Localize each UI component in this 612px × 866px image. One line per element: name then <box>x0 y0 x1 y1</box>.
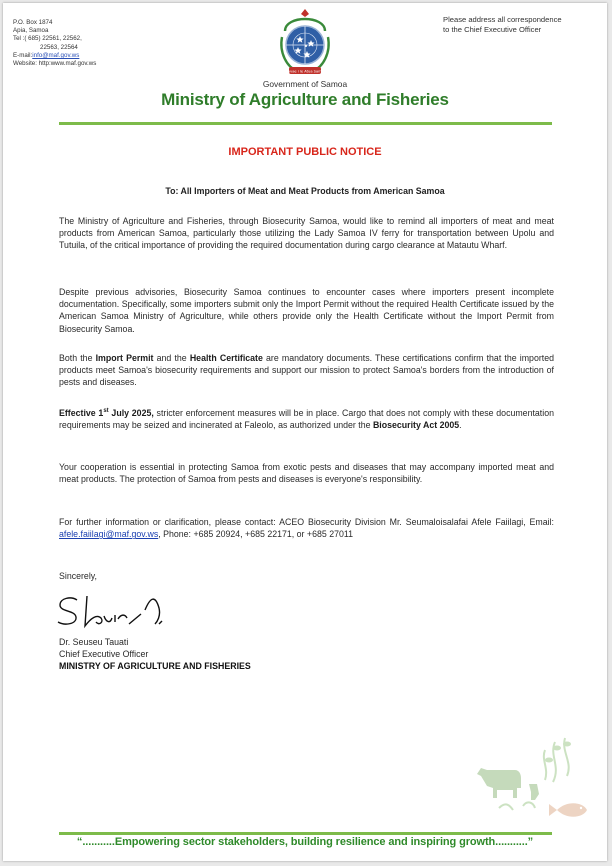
correspondence-line: to the Chief Executive Officer <box>443 24 542 34</box>
samoa-crest-icon <box>273 7 337 79</box>
signatory-name: Dr. Seuseu Tauati <box>59 637 129 647</box>
salutation: Sincerely, <box>59 571 97 581</box>
paragraph-4: Effective 1st July 2025, stricter enforcement measures will be in place. Cargo that does not comply with these documentation requirements may be seized and incinerated at Faleolo, as authorized under the Biosecurity Act 2005. <box>59 408 554 431</box>
header-divider <box>59 122 552 125</box>
website-line: Website: http:www.maf.gov.ws <box>13 60 97 68</box>
contact-email-link[interactable]: afele.faiilagi@maf.gov.ws <box>59 529 159 540</box>
address-block <box>13 19 96 68</box>
signatory-organisation: MINISTRY OF AGRICULTURE AND FISHERIES <box>59 661 251 671</box>
address-line: Apia, Samoa <box>13 27 49 35</box>
paragraph-1: The Ministry of Agriculture and Fisheries, through Biosecurity Samoa, would like to remind all importers of meat and meat products from American Samoa, particularly those utilizing the Lady Samoa IV ferry for transportation between Upolu and Tutuila, of the critical importance of providing the required documentation during cargo clearance at Matautu Wharf. <box>59 216 554 251</box>
paragraph-2: Despite previous advisories, Biosecurity Samoa continues to encounter cases where importers present incomplete documentation. Specifically, some importers submit only the Import Permit without the required Health Certificate issued by the American Samoa Ministry of Agriculture, while others provide only the Health Certificate without the Import Permit from Biosecurity Samoa. <box>59 287 554 334</box>
footer-slogan: “...........Empowering sector stakeholders, building resilience and inspiring growth...........” <box>76 836 534 848</box>
ministry-heading: Ministry of Agriculture and Fisheries <box>161 90 449 109</box>
government-heading: Government of Samoa <box>262 79 348 89</box>
email-link[interactable]: info@maf.gov.ws <box>32 51 80 59</box>
agriculture-fisheries-watermark-icon <box>469 736 591 828</box>
notice-addressee: To: All Importers of Meat and Meat Products from American Samoa <box>165 186 445 196</box>
address-line: 22563, 22564 <box>40 43 78 51</box>
signature-icon <box>55 588 185 636</box>
crest-motto: Faavae i le Atua Samoa <box>283 69 327 74</box>
signatory-role: Chief Executive Officer <box>59 649 149 659</box>
import-permit-term: Import Permit <box>95 353 154 363</box>
email-line <box>13 52 96 60</box>
document-page <box>3 3 607 861</box>
biosecurity-act: Biosecurity Act 2005 <box>372 420 460 431</box>
correspondence-line: Please address all correspondence <box>443 15 562 24</box>
address-line: Tel :( 685) 22561, 22562, <box>13 35 82 43</box>
health-certificate-term: Health Certificate <box>189 353 263 363</box>
paragraph-3: Both the Import Permit and the Health Certificate are mandatory documents. These certifications confirm that the imported products meet Samoa's biosecurity requirements and support our mission to protect Samoa's borders from the introduction of pests and diseases. <box>59 353 554 388</box>
address-line: P.O. Box 1874 <box>13 19 53 26</box>
effective-date: Effective 1st July 2025, <box>59 408 154 418</box>
footer-divider <box>59 832 552 835</box>
email-label: E-mail: <box>13 51 33 59</box>
paragraph-5: Your cooperation is essential in protecting Samoa from exotic pests and diseases that may accompany imported meat and meat products. The protection of Samoa from pests and diseases is everyone's responsibility. <box>59 462 554 485</box>
paragraph-6: For further information or clarification, please contact: ACEO Biosecurity Division Mr. Seumaloisalafai Afele Faiilagi, Email: afele.faiilagi@maf.gov.ws, Phone: +685 20924, +685 22171, or +685 27011 <box>59 517 554 540</box>
correspondence-note <box>443 15 562 34</box>
notice-title: IMPORTANT PUBLIC NOTICE <box>228 146 382 158</box>
